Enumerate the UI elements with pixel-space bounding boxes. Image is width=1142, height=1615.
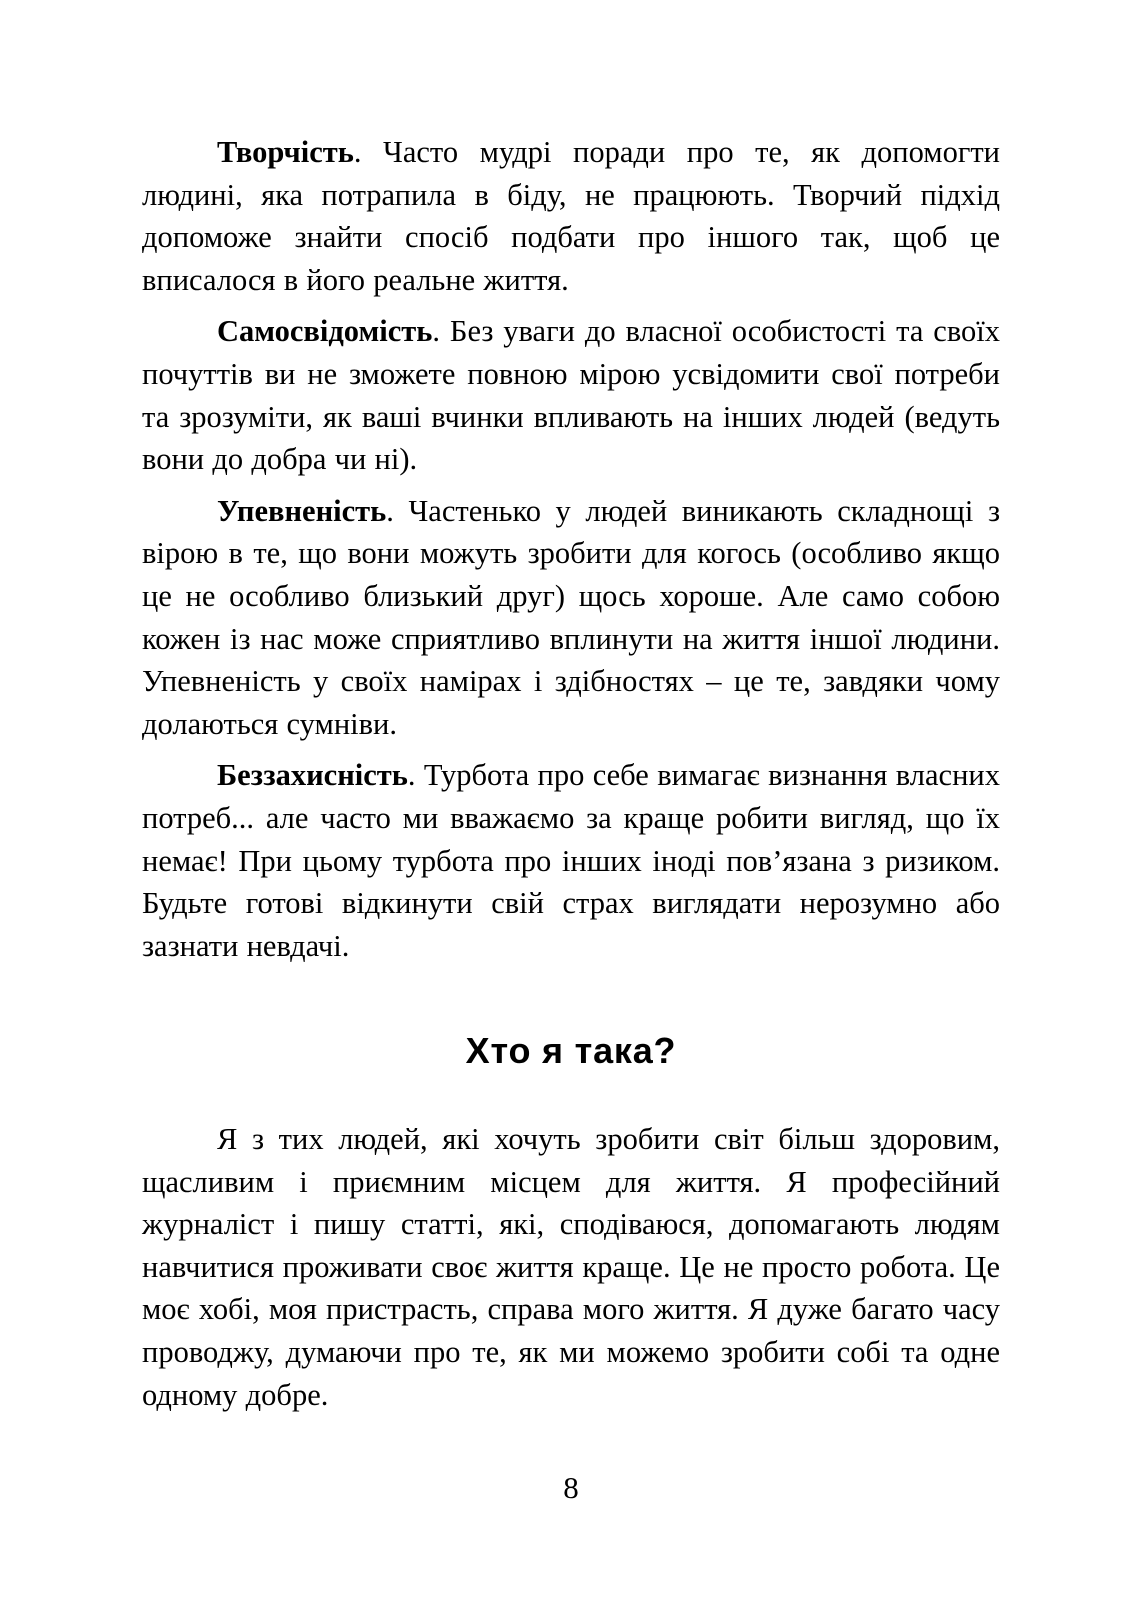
paragraph-creativity — [142, 131, 1000, 301]
paragraph-who-am-i: Я з тих людей, які хочуть зробити світ більш здоровим, щасливим і приємним місцем для життя. Я професійний журналіст і пишу статті, які, сподіваюся, допомагають людям навчитися проживати своє життя краще. Це не просто робота. Це моє хобі, моя пристрасть, справа мого життя. Я дуже багато часу проводжу, думаючи про те, як ми можемо зробити собі та одне одному добре. — [142, 1122, 1000, 1412]
paragraph-lead-term: Упевненість — [217, 493, 387, 528]
paragraph-self-awareness — [142, 310, 1000, 480]
section-heading: Хто я така? — [465, 1029, 677, 1071]
paragraph-body-text: . Частенько у людей виникають складнощі з вірою в те, що вони можуть зробити для когось (особливо якщо це не особливо близький друг) щось хороше. Але само собою кожен із нас може сприятливо вплинути на життя іншої людини. Упевненість у своїх намірах і здібностях – це те, завдяки чому долаються сумніви. — [142, 493, 1000, 741]
page-number: 8 — [563, 1470, 579, 1505]
paragraph-lead-term: Беззахисність — [217, 758, 408, 793]
paragraph-vulnerability — [142, 754, 1000, 967]
paragraph-confidence — [142, 490, 1000, 746]
main-text-column — [142, 131, 1000, 967]
paragraph-body-text: . Часто мудрі поради про те, як допомогти людині, яка потрапила в біду, не працюють. Творчий підхід допоможе знайти спосіб подбати про іншого так, щоб це вписалося в його реальне життя. — [142, 135, 1000, 297]
paragraph-body-text: . Без уваги до власної особистості та своїх почуттів ви не зможете повною мірою усвідомити свої потреби та зрозуміти, як ваші вчинки впливають на інших людей (ведуть вони до добра чи ні). — [142, 314, 1000, 477]
paragraph-lead-term: Творчість — [217, 135, 354, 169]
section-text-column — [142, 1118, 1000, 1416]
paragraph-lead-term: Самосвідомість — [217, 314, 433, 349]
paragraph-body-text: . Турбота про себе вимагає визнання власних потреб... але часто ми вважаємо за краще робити вигляд, що їх немає! При цьому турбота про інших іноді пов’язана з ризиком. Будьте готові відкинути свій страх виглядати нерозумно або зазнати невдачі. — [142, 758, 1000, 963]
